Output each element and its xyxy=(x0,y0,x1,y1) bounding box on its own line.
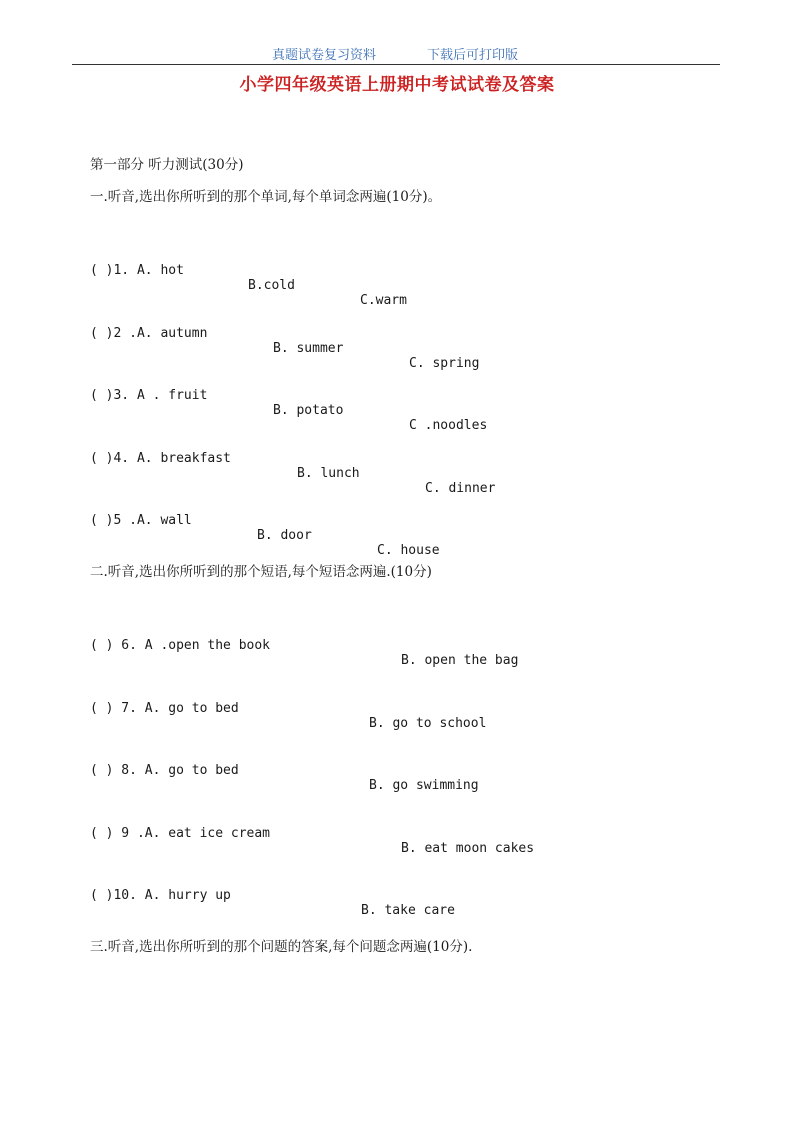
question-7 xyxy=(90,686,487,731)
question-5-b: B. door xyxy=(257,528,312,543)
question-7-b: B. go to school xyxy=(369,716,487,731)
section2-heading: 二.听音,选出你所听到的那个短语,每个短语念两遍.(10分) xyxy=(90,564,432,580)
question-10-a: ( )10. A. hurry up xyxy=(90,888,231,903)
document-title: 小学四年级英语上册期中考试试卷及答案 xyxy=(239,75,555,95)
question-3 xyxy=(90,373,488,433)
question-4-c: C. dinner xyxy=(425,481,496,496)
question-9-b: B. eat moon cakes xyxy=(401,841,535,856)
question-1-b: B.cold xyxy=(248,278,295,293)
question-9-a: ( ) 9 .A. eat ice cream xyxy=(90,826,271,841)
question-6-a: ( ) 6. A .open the book xyxy=(90,638,271,653)
question-5-a: ( )5 .A. wall xyxy=(90,513,192,528)
question-7-a: ( ) 7. A. go to bed xyxy=(90,701,239,716)
page-header xyxy=(72,44,720,65)
question-5-c: C. house xyxy=(377,543,440,558)
section1-heading: 一.听音,选出你所听到的那个单词,每个单词念两遍(10分)。 xyxy=(90,189,442,205)
question-3-c: C .noodles xyxy=(409,418,488,433)
question-1-a: ( )1. A. hot xyxy=(90,263,184,278)
header-left-text: 真题试卷复习资料 xyxy=(272,48,377,63)
question-8-b: B. go swimming xyxy=(369,778,479,793)
header-right-text: 下载后可打印版 xyxy=(427,48,519,63)
question-3-b: B. potato xyxy=(273,403,344,418)
section3-heading: 三.听音,选出你所听到的那个问题的答案,每个问题念两遍(10分). xyxy=(90,939,473,955)
question-2-b: B. summer xyxy=(273,341,344,356)
question-6 xyxy=(90,623,519,668)
question-4 xyxy=(90,436,496,496)
question-1-c: C.warm xyxy=(360,293,407,308)
question-6-b: B. open the bag xyxy=(401,653,519,668)
question-9 xyxy=(90,811,535,856)
question-2 xyxy=(90,311,480,371)
question-1 xyxy=(90,248,407,308)
question-10 xyxy=(90,873,455,918)
part1-heading: 第一部分 听力测试(30分) xyxy=(90,157,244,173)
question-3-a: ( )3. A . fruit xyxy=(90,388,208,403)
question-10-b: B. take care xyxy=(361,903,455,918)
question-4-a: ( )4. A. breakfast xyxy=(90,451,231,466)
question-8-a: ( ) 8. A. go to bed xyxy=(90,763,239,778)
question-8 xyxy=(90,748,479,793)
question-2-c: C. spring xyxy=(409,356,480,371)
question-5 xyxy=(90,498,440,558)
question-4-b: B. lunch xyxy=(297,466,360,481)
question-2-a: ( )2 .A. autumn xyxy=(90,326,208,341)
